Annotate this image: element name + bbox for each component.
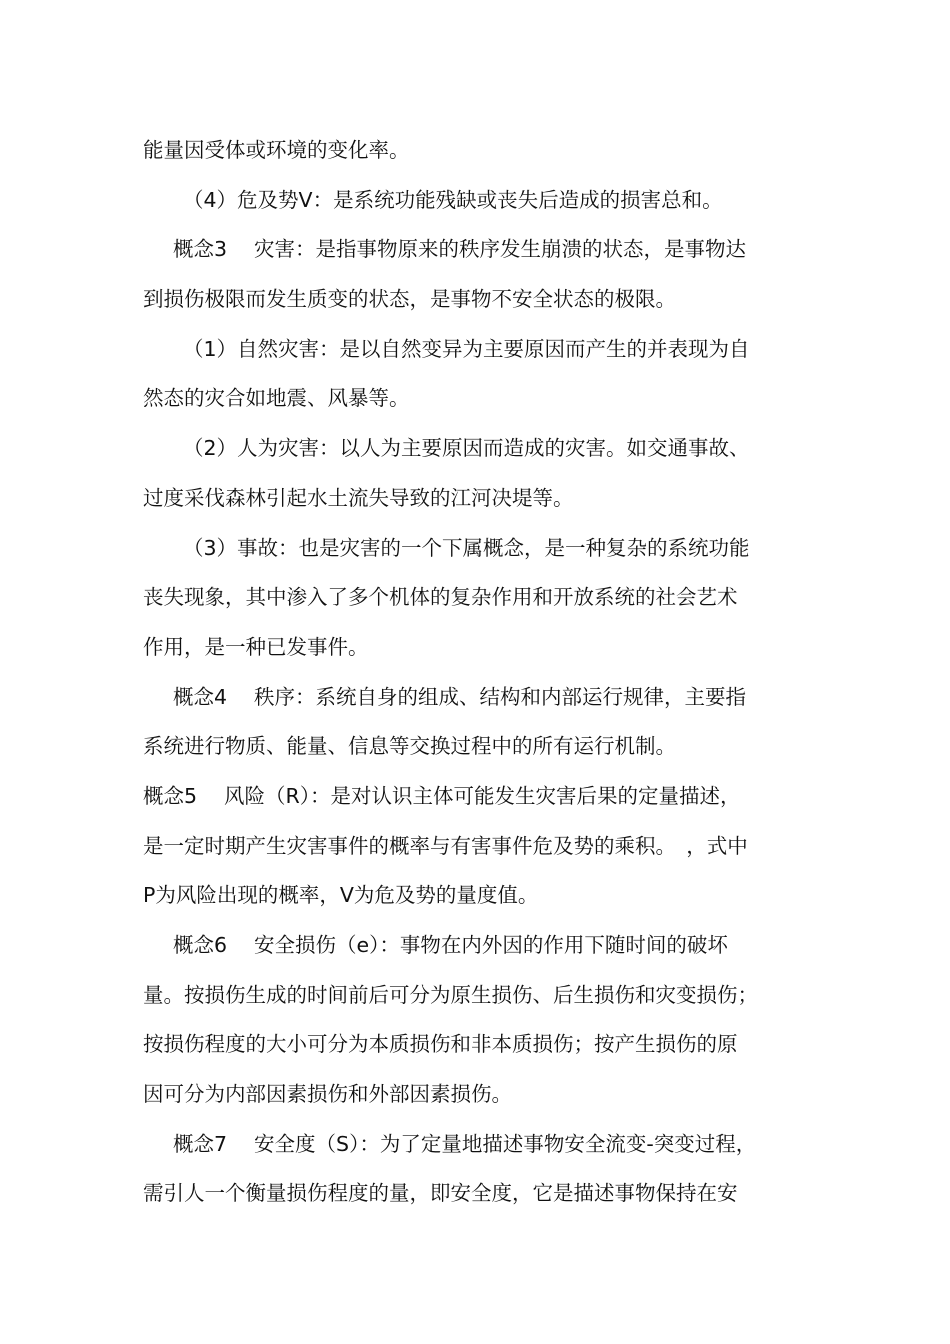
text-line: 需引人一个衡量损伤程度的量，即安全度，它是描述事物保持在安 (143, 1181, 738, 1206)
text-line: （2）人为灾害：以人为主要原因而造成的灾害。如交通事故、 (183, 436, 750, 461)
text-line: 概念4 秩序：系统自身的组成、结构和内部运行规律，主要指 (173, 684, 747, 709)
text-line: P为风险出现的概率，V为危及势的量度值。 (143, 883, 539, 908)
text-line: 概念5 风险（R）：是对认识主体可能发生灾害后果的定量描述， (143, 783, 741, 808)
text-line: 概念7 安全度（S）：为了定量地描述事物安全流变-突变过程， (173, 1131, 757, 1156)
text-line: 按损伤程度的大小可分为本质损伤和非本质损伤；按产生损伤的原 (143, 1032, 738, 1057)
text-line: 系统进行物质、能量、信息等交换过程中的所有运行机制。 (143, 734, 676, 759)
text-line: 概念6 安全损伤（e）：事物在内外因的作用下随时间的破坏 (173, 933, 728, 957)
document-body (143, 126, 833, 1219)
text-line: （4）危及势V：是系统功能残缺或丧失后造成的损害总和。 (183, 187, 723, 212)
text-line: 因可分为内部因素损伤和外部因素损伤。 (143, 1082, 512, 1107)
text-line: （3）事故：也是灾害的一个下属概念，是一种复杂的系统功能 (183, 535, 750, 560)
text-line: 作用，是一种已发事件。 (143, 634, 369, 659)
text-line: 量。按损伤生成的时间前后可分为原生损伤、后生损伤和灾变损伤； (143, 982, 758, 1007)
text-line: 到损伤极限而发生质变的状态，是事物不安全状态的极限。 (143, 287, 676, 312)
text-line: 是一定时期产生灾害事件的概率与有害事件危及势的乘积。 ，式中 (143, 833, 748, 858)
text-line: 概念3 灾害：是指事物原来的秩序发生崩溃的状态，是事物达 (173, 237, 747, 262)
text-line: （1）自然灾害：是以自然变异为主要原因而产生的并表现为自 (183, 336, 750, 361)
text-line: 能量因受体或环境的变化率。 (143, 138, 410, 162)
text-line: 然态的灾合如地震、风暴等。 (143, 386, 410, 411)
text-line: 丧失现象，其中渗入了多个机体的复杂作用和开放系统的社会艺术 (143, 585, 738, 610)
text-line: 过度采伐森林引起水土流失导致的江河决堤等。 (143, 485, 574, 510)
